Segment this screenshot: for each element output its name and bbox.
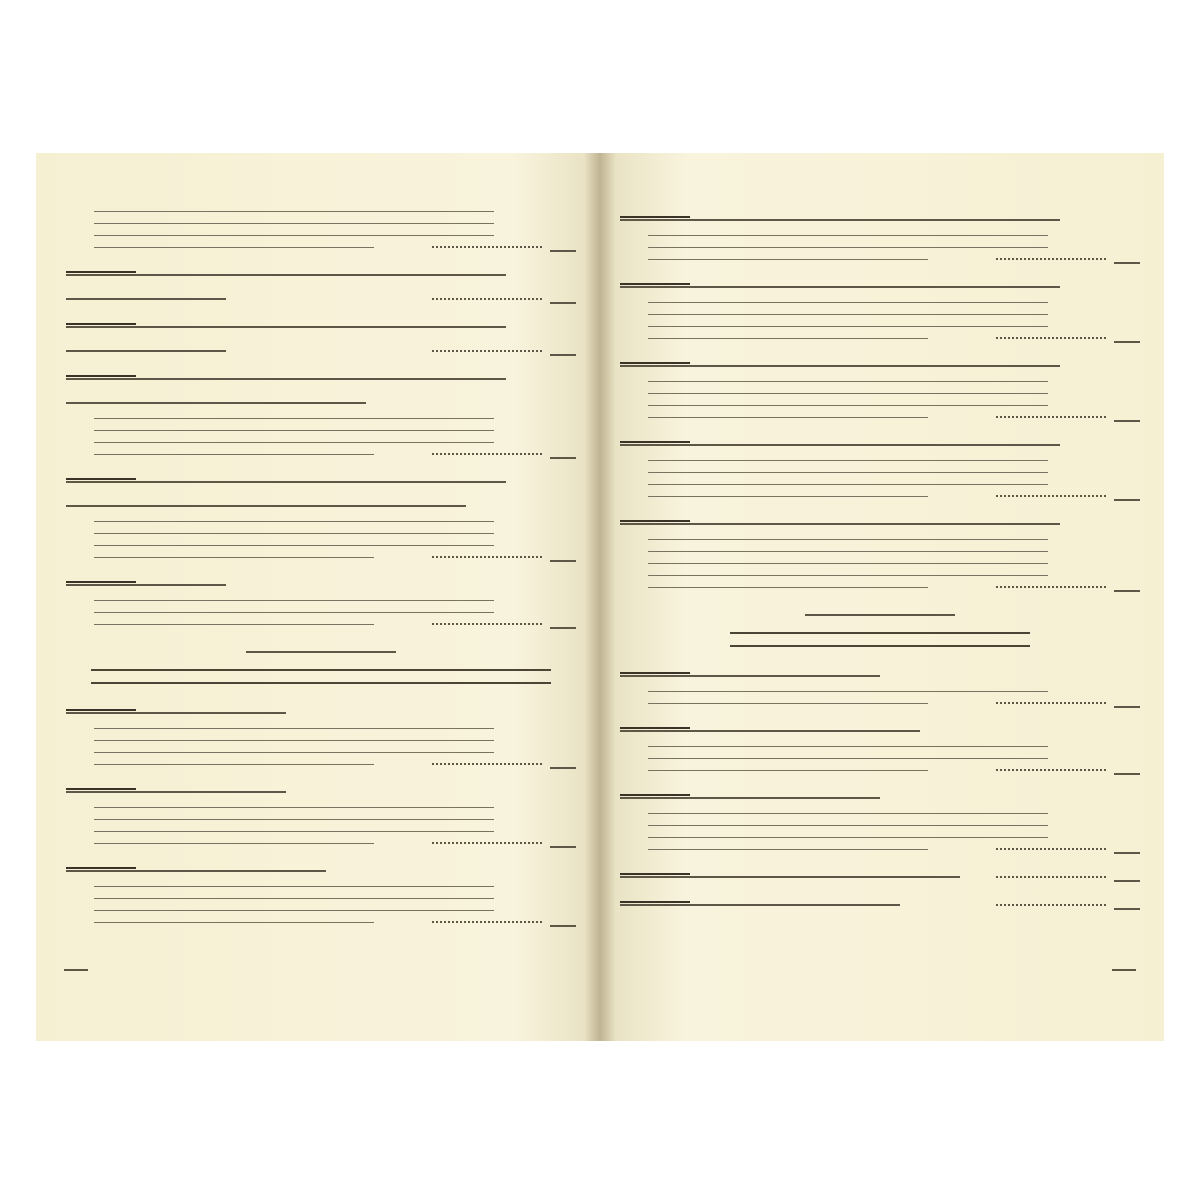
page-number (550, 550, 576, 562)
page-number (1114, 696, 1140, 708)
page-number (1114, 489, 1140, 501)
page-number (550, 836, 576, 848)
toc-entry (620, 659, 1140, 704)
toc-entry (66, 696, 576, 765)
book-gutter (584, 153, 616, 1041)
page-number (1114, 763, 1140, 775)
page-number (550, 447, 576, 459)
toc-entry (66, 854, 576, 923)
page-number (1114, 870, 1140, 882)
right-page (600, 153, 1164, 1041)
toc-column-left (66, 203, 576, 933)
page-number (550, 915, 576, 927)
part-heading (805, 602, 955, 616)
toc-entry (66, 310, 576, 352)
toc-entry (620, 270, 1140, 339)
toc-entry (66, 775, 576, 844)
page-number (1114, 331, 1140, 343)
toc-entry (66, 362, 576, 455)
toc-entry (66, 258, 576, 300)
toc-entry (620, 203, 1140, 260)
toc-entry (620, 781, 1140, 850)
toc-entry (66, 568, 576, 625)
folio-right (1112, 959, 1136, 971)
toc-entry (620, 507, 1140, 588)
toc-entry (66, 203, 576, 248)
toc-entry (66, 465, 576, 558)
toc-entry (620, 349, 1140, 418)
toc-column-right (620, 203, 1140, 916)
page-number (550, 344, 576, 356)
page-number (1114, 898, 1140, 910)
page-number (550, 617, 576, 629)
page-number (1114, 842, 1140, 854)
toc-entry (620, 714, 1140, 771)
toc-entry (620, 860, 1140, 878)
part-title (730, 624, 1030, 647)
page-number (1114, 580, 1140, 592)
part-title (91, 661, 551, 684)
page-number (550, 292, 576, 304)
page-number (550, 757, 576, 769)
folio-left (64, 959, 88, 971)
open-book (36, 153, 1164, 1041)
page-number (1114, 252, 1140, 264)
page-number (550, 240, 576, 252)
part-heading (246, 639, 396, 653)
toc-entry (620, 888, 1140, 906)
left-page (36, 153, 600, 1041)
entry-description (94, 203, 494, 248)
page-number (1114, 410, 1140, 422)
toc-entry (620, 428, 1140, 497)
